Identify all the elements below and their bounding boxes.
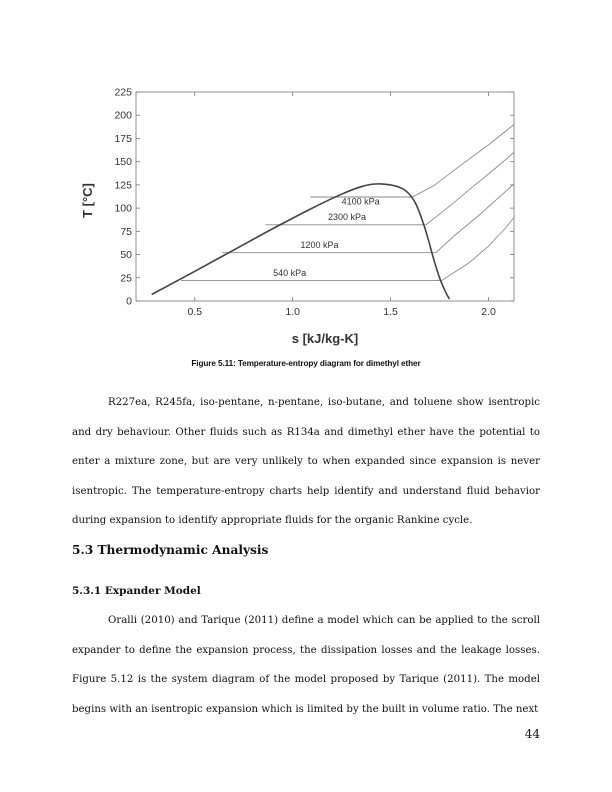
section-heading: 5.3 Thermodynamic Analysis [72,543,269,557]
isobar-line [181,217,514,280]
plot-frame [136,92,514,301]
y-tick-label: 225 [114,86,132,99]
subsection-heading: 5.3.1 Expander Model [72,585,201,597]
isobar-pressure-label: 2300 kPa [327,212,366,223]
y-tick-label: 75 [120,225,132,238]
y-axis-label: T [°C] [80,183,95,218]
x-tick-label: 2.0 [481,306,496,318]
y-tick-label: 50 [120,249,132,262]
x-tick-label: 1.5 [383,306,398,318]
y-tick-label: 0 [126,295,132,308]
y-tick-label: 200 [114,109,132,122]
y-tick-label: 125 [114,179,132,192]
y-tick-label: 150 [114,156,132,169]
isobar-line [310,125,514,198]
temperature-entropy-chart [78,80,528,350]
isobar-pressure-label: 540 kPa [273,267,307,278]
figure-caption: Figure 5.11: Temperature-entropy diagram for dimethyl ether [191,359,421,368]
y-tick-label: 100 [114,202,132,215]
isobar-line [265,152,514,224]
y-tick-label: 175 [114,132,132,145]
y-tick-label: 25 [120,272,132,285]
x-tick-label: 1.0 [285,306,300,318]
body-paragraph-2: Oralli (2010) and Tarique (2011) define a model which can be applied to the scroll expander to define the expansion process, the dissipation losses and the leakage losses. Figure 5.12 is the system diagram of the model proposed by Tarique (2011). The model begins with an isentropic expansion which is limited by the built in volume ratio. The next [72,615,540,715]
isobar-line [222,184,514,253]
x-axis-label: s [kJ/kg-K] [291,331,359,346]
isobar-pressure-label: 1200 kPa [300,240,339,251]
x-tick-label: 0.5 [187,306,203,318]
isobar-pressure-label: 4100 kPa [341,196,380,207]
body-paragraph-1: R227ea, R245fa, iso-pentane, n-pentane, iso-butane, and toluene show isentropic and dry behaviour. Other fluids such as R134a and dimethyl ether have the potential to enter a mixture zone, but are very unlikely to when expanded since expansion is never isentropic. The temperature-entropy charts help identify and understand fluid behavior during expansion to identify appropriate fluids for the organic Rankine cycle. [72,397,540,526]
page-number: 44 [524,727,540,741]
